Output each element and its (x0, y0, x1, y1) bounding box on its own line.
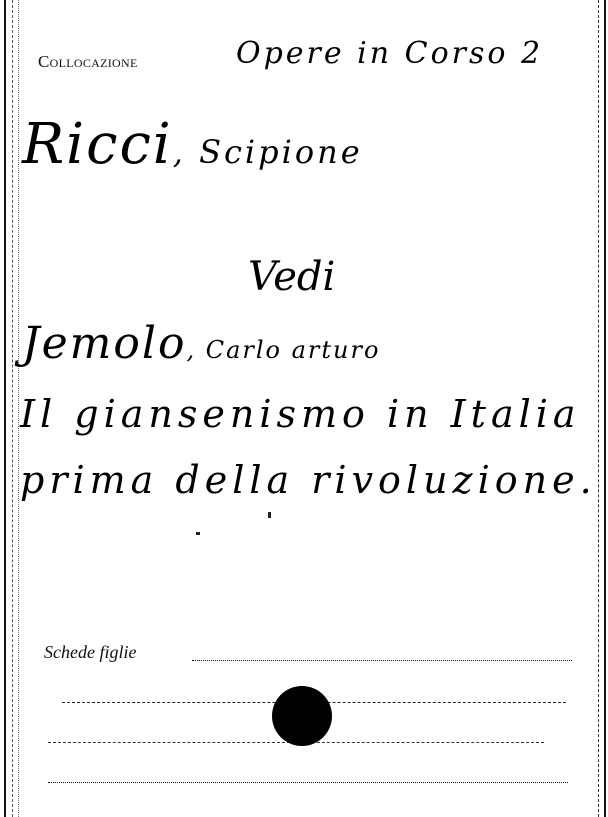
punch-hole (272, 686, 332, 746)
dotted-line-4 (48, 782, 568, 783)
author-given-name: , Scipione (172, 133, 363, 171)
see-reference-label: Vedi (248, 254, 336, 300)
card-left-rule (18, 0, 19, 817)
schede-figlie-label: Schede figlie (44, 642, 137, 662)
ink-speck (268, 512, 271, 518)
ink-speck (196, 532, 200, 535)
card-right-edge (604, 0, 606, 817)
work-title-line-1: Il giansenismo in Italia (20, 392, 581, 436)
reference-author-given-name: , Carlo arturo (186, 336, 381, 364)
work-title-line-2: prima della rivoluzione. (20, 458, 597, 502)
card-left-edge (4, 0, 6, 817)
author-surname: Ricci (22, 112, 173, 177)
reference-author-surname: Jemolo (22, 318, 187, 369)
dotted-line-1 (192, 660, 572, 661)
reference-author (22, 318, 380, 369)
author-heading (22, 112, 363, 177)
card-right-rule (598, 0, 599, 817)
collocazione-value: Opere in Corso 2 (236, 36, 544, 71)
card-left-edge-inner (12, 0, 13, 817)
collocazione-label: Collocazione (38, 52, 138, 71)
